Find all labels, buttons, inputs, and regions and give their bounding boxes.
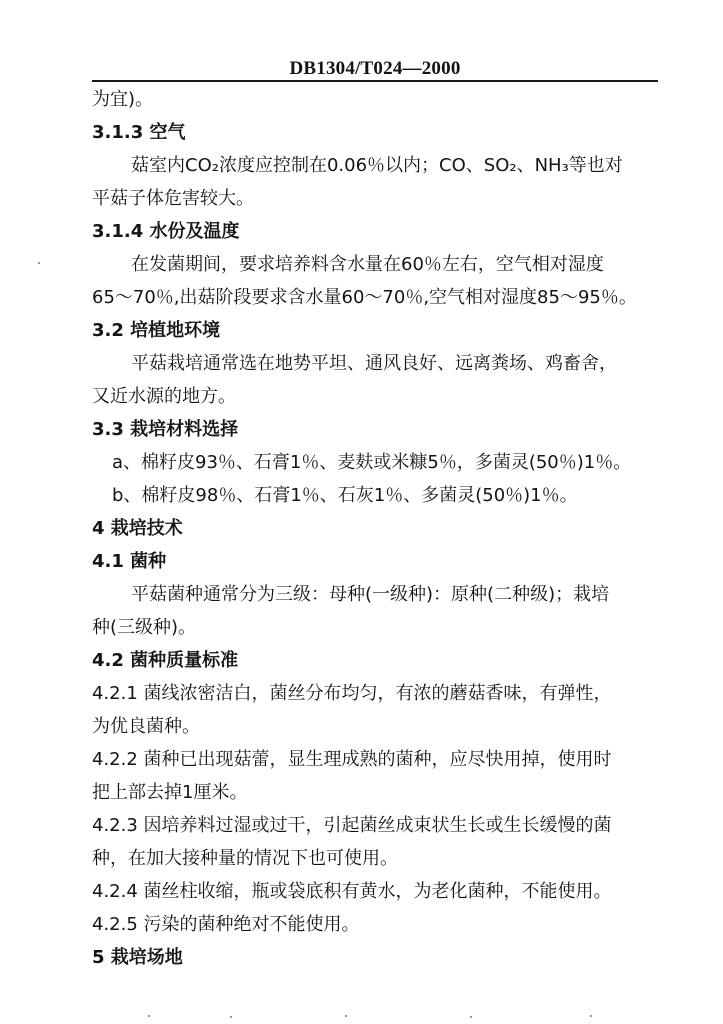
clause-4-2-2: 4.2.2 菌种已出现菇蕾，显生理成熟的菌种，应尽快用掉，使用时 <box>92 749 612 770</box>
section-heading-4-2: 4.2 菌种质量标准 <box>92 650 239 671</box>
clause-4-2-3: 4.2.3 因培养料过湿或过干，引起菌丝成束状生长或生长缓慢的菌 <box>92 815 612 836</box>
clause-4-2-4: 4.2.4 菌丝柱收缩，瓶或袋底积有黄水，为老化菌种，不能使用。 <box>92 881 612 902</box>
scan-speck <box>590 1015 592 1017</box>
text-line: 65～70％,出菇阶段要求含水量60～70％,空气相对湿度85～95％。 <box>92 287 637 308</box>
page-header <box>92 56 658 82</box>
text-line: 为优良菌种。 <box>92 716 200 737</box>
section-heading-3-1-3: 3.1.3 空气 <box>92 122 186 143</box>
text-line: 平菇菌种通常分为三级：母种(一级种)：原种(二种级)；栽培 <box>131 584 610 605</box>
section-heading-3-1-4: 3.1.4 水份及温度 <box>92 221 240 242</box>
text-line: 平菇栽培通常选在地势平坦、通风良好、远离粪场、鸡畜舍， <box>131 353 617 374</box>
document-code: DB1304/T024—2000 <box>289 58 461 79</box>
text-line: 菇室内CO₂浓度应控制在0.06％以内；CO、SO₂、NH₃等也对 <box>131 155 623 176</box>
scan-speck <box>148 1015 150 1017</box>
section-heading-3-3: 3.3 栽培材料选择 <box>92 419 239 440</box>
list-item-a: a、棉籽皮93％、石膏1％、麦麸或米糠5％，多菌灵(50％)1％。 <box>112 452 632 473</box>
header-rule <box>92 80 658 82</box>
section-heading-5: 5 栽培场地 <box>92 947 183 968</box>
clause-4-2-5: 4.2.5 污染的菌种绝对不能使用。 <box>92 914 360 935</box>
scan-speck <box>38 262 40 264</box>
text-line: 在发菌期间，要求培养料含水量在60％左右，空气相对湿度 <box>131 254 604 275</box>
scan-speck <box>345 1015 347 1017</box>
section-heading-4: 4 栽培技术 <box>92 518 183 539</box>
text-line: 为宜)。 <box>92 89 154 110</box>
scan-speck <box>470 1016 472 1018</box>
text-line: 种(三级种)。 <box>92 617 197 638</box>
text-line: 又近水源的地方。 <box>92 386 236 407</box>
text-line: 平菇子体危害较大。 <box>92 188 254 209</box>
list-item-b: b、棉籽皮98％、石膏1％、石灰1％、多菌灵(50％)1％。 <box>112 485 578 506</box>
scan-speck <box>230 1016 232 1018</box>
text-line: 种，在加大接种量的情况下也可使用。 <box>92 848 398 869</box>
section-heading-3-2: 3.2 培植地环境 <box>92 320 221 341</box>
section-heading-4-1: 4.1 菌种 <box>92 551 167 572</box>
text-line: 把上部去掉1厘米。 <box>92 782 248 803</box>
clause-4-2-1: 4.2.1 菌线浓密洁白，菌丝分布均匀，有浓的蘑菇香味，有弹性， <box>92 683 612 704</box>
